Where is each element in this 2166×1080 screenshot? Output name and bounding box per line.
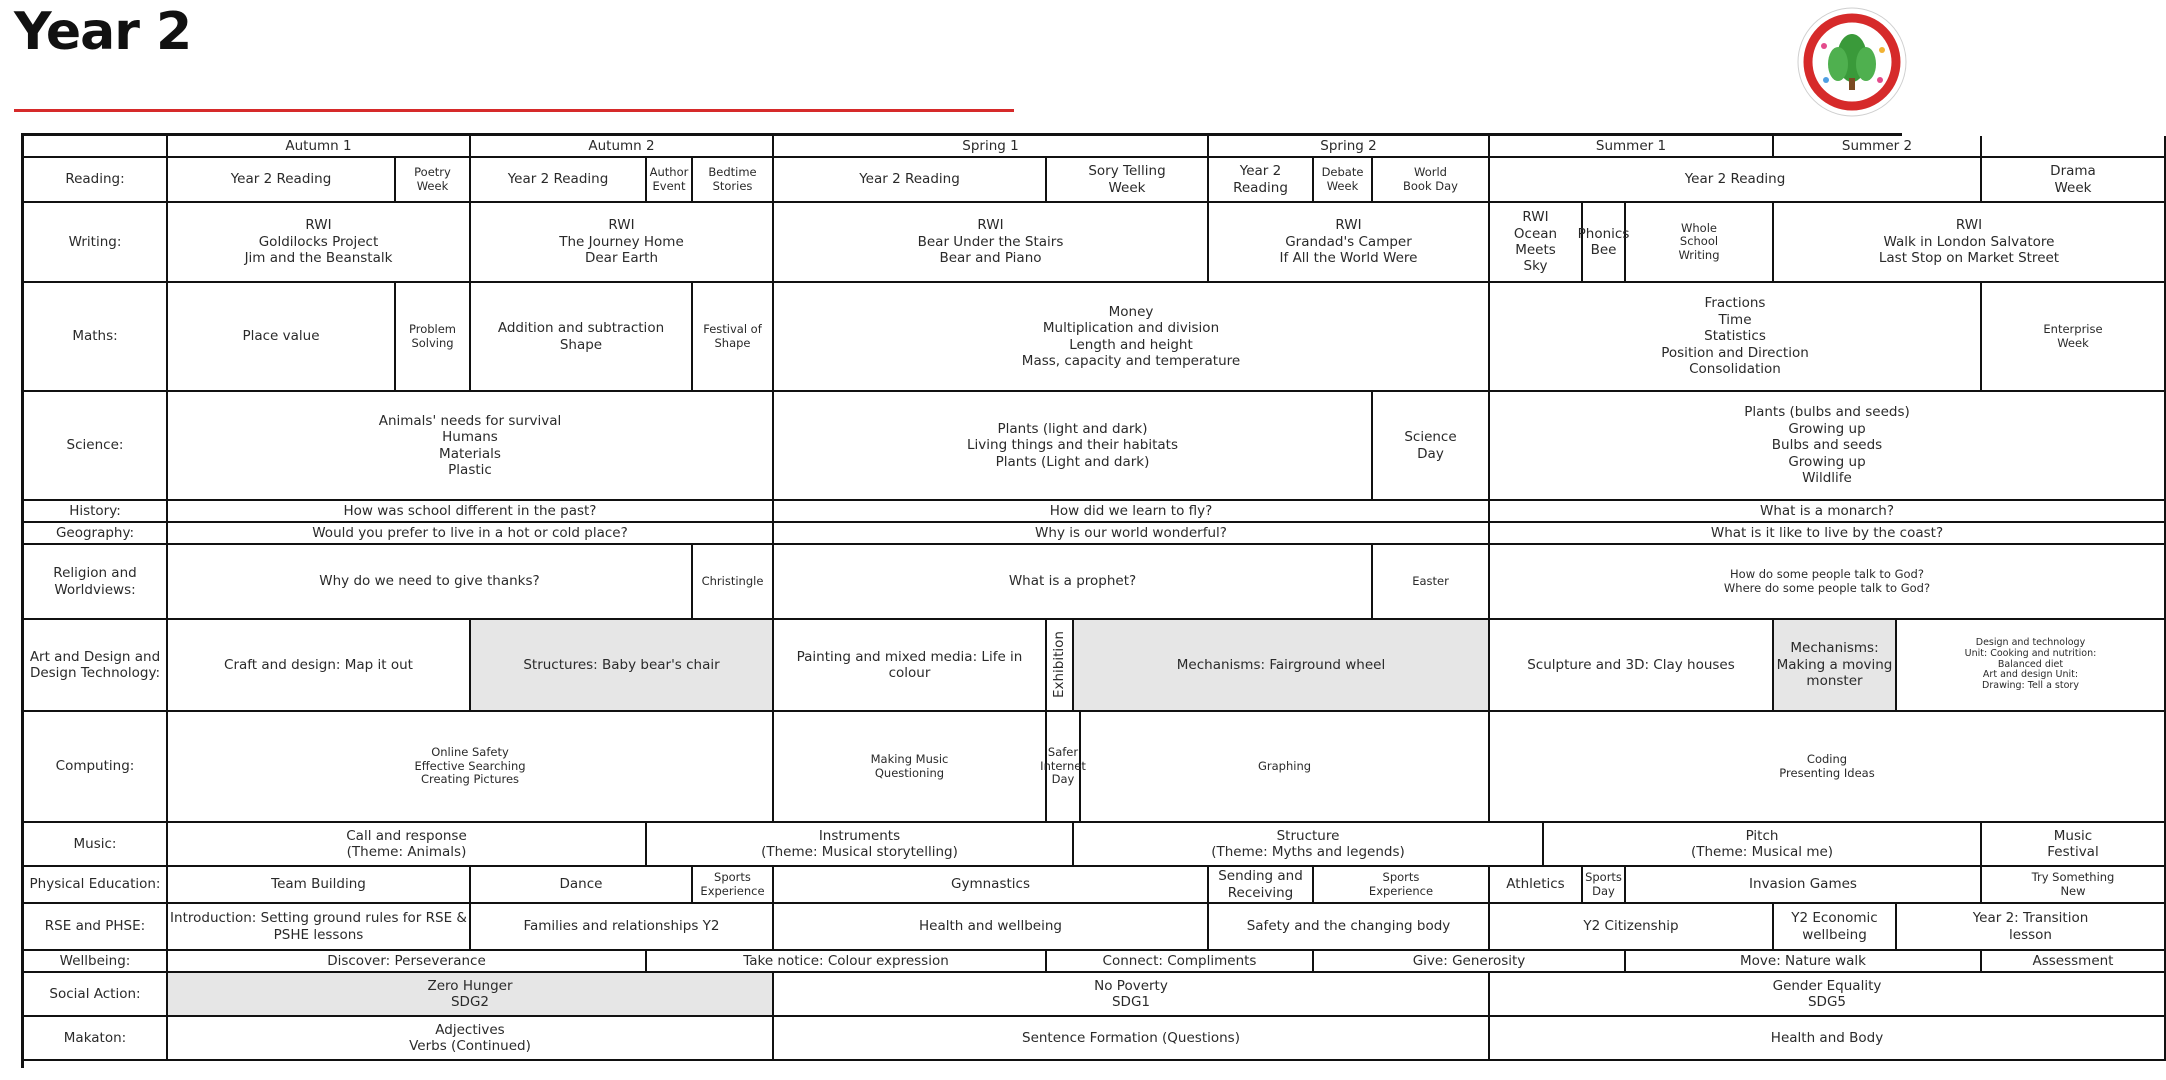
- table-cell: Christingle: [693, 545, 774, 620]
- table-cell: What is it like to live by the coast?: [1490, 523, 2166, 545]
- table-cell: Why do we need to give thanks?: [168, 545, 693, 620]
- table-cell: Try Something New: [1982, 867, 2166, 904]
- table-cell: Give: Generosity: [1314, 951, 1626, 973]
- table-cell: Animals' needs for survival Humans Materials Plastic: [168, 392, 774, 501]
- school-logo: [1796, 6, 1908, 118]
- term-header: Spring 1: [774, 136, 1209, 158]
- table-cell: Why is our world wonderful?: [774, 523, 1490, 545]
- table-cell: Making Music Questioning: [774, 712, 1047, 823]
- table-cell: How do some people talk to God? Where do some people talk to God?: [1490, 545, 2166, 620]
- table-cell: Team Building: [168, 867, 471, 904]
- table-cell: Fractions Time Statistics Position and Direction Consolidation: [1490, 283, 1982, 392]
- row-label: Social Action:: [24, 973, 168, 1017]
- row-label: RSE and PHSE:: [24, 904, 168, 951]
- table-cell: Sports Experience: [693, 867, 774, 904]
- table-cell: Sentence Formation (Questions): [774, 1017, 1490, 1061]
- table-cell: Call and response (Theme: Animals): [168, 823, 647, 867]
- table-cell: [1047, 620, 1074, 712]
- page-title: Year 2: [14, 2, 192, 62]
- row-label: Writing:: [24, 203, 168, 283]
- table-cell: Drama Week: [1982, 158, 2166, 203]
- table-cell: Zero Hunger SDG2: [168, 973, 774, 1017]
- table-cell: Athletics: [1490, 867, 1583, 904]
- table-cell: No Poverty SDG1: [774, 973, 1490, 1017]
- row-label: Computing:: [24, 712, 168, 823]
- table-cell: Easter: [1373, 545, 1490, 620]
- table-cell: World Book Day: [1373, 158, 1490, 203]
- table-cell: Mechanisms: Fairground wheel: [1074, 620, 1490, 712]
- table-cell: Y2 Economic wellbeing: [1774, 904, 1897, 951]
- table-cell: Structure (Theme: Myths and legends): [1074, 823, 1544, 867]
- table-cell: Invasion Games: [1626, 867, 1982, 904]
- table-cell: Would you prefer to live in a hot or cold place?: [168, 523, 774, 545]
- table-cell: Sports Day: [1583, 867, 1626, 904]
- title-underline: [14, 109, 1014, 112]
- table-cell: Year 2 Reading: [774, 158, 1047, 203]
- table-cell: Year 2 Reading: [1490, 158, 1982, 203]
- table-cell: Families and relationships Y2: [471, 904, 774, 951]
- table-cell: Online Safety Effective Searching Creating Pictures: [168, 712, 774, 823]
- table-cell: How did we learn to fly?: [774, 501, 1490, 523]
- term-header: Summer 1: [1490, 136, 1774, 158]
- table-cell: Health and wellbeing: [774, 904, 1209, 951]
- exhibition-label: Exhibition: [1051, 631, 1068, 699]
- table-cell: Plants (light and dark) Living things and their habitats Plants (Light and dark): [774, 392, 1373, 501]
- row-label: Science:: [24, 392, 168, 501]
- table-cell: Money Multiplication and division Length and height Mass, capacity and temperature: [774, 283, 1490, 392]
- table-cell: Sending and Receiving: [1209, 867, 1314, 904]
- table-cell: Science Day: [1373, 392, 1490, 501]
- curriculum-grid: [21, 133, 2115, 1068]
- term-header: Summer 2: [1774, 136, 1982, 158]
- table-cell: Structures: Baby bear's chair: [471, 620, 774, 712]
- row-label: Religion and Worldviews:: [24, 545, 168, 620]
- table-cell: Connect: Compliments: [1047, 951, 1314, 973]
- term-header: Autumn 1: [168, 136, 471, 158]
- table-cell: Sory Telling Week: [1047, 158, 1209, 203]
- table-cell: Author Event: [647, 158, 693, 203]
- table-cell: What is a monarch?: [1490, 501, 2166, 523]
- table-cell: What is a prophet?: [774, 545, 1373, 620]
- table-cell: Assessment: [1982, 951, 2166, 973]
- table-cell: Enterprise Week: [1982, 283, 2166, 392]
- table-cell: Bedtime Stories: [693, 158, 774, 203]
- table-cell: Safety and the changing body: [1209, 904, 1490, 951]
- table-cell: Year 2 Reading: [471, 158, 647, 203]
- table-cell: Safer Internet Day: [1047, 712, 1081, 823]
- table-cell: How was school different in the past?: [168, 501, 774, 523]
- table-cell: Year 2 Reading: [1209, 158, 1314, 203]
- table-cell: Adjectives Verbs (Continued): [168, 1017, 774, 1061]
- term-header: Spring 2: [1209, 136, 1490, 158]
- row-label: Music:: [24, 823, 168, 867]
- row-label: Wellbeing:: [24, 951, 168, 973]
- table-cell: Graphing: [1081, 712, 1490, 823]
- table-cell: Gymnastics: [774, 867, 1209, 904]
- table-cell: Addition and subtraction Shape: [471, 283, 693, 392]
- header-corner: [24, 136, 168, 158]
- table-cell: RWI Grandad's Camper If All the World Were: [1209, 203, 1490, 283]
- table-cell: Debate Week: [1314, 158, 1373, 203]
- table-cell: Y2 Citizenship: [1490, 904, 1774, 951]
- row-label: Maths:: [24, 283, 168, 392]
- table-cell: Poetry Week: [396, 158, 471, 203]
- row-label: Makaton:: [24, 1017, 168, 1061]
- table-cell: Sculpture and 3D: Clay houses: [1490, 620, 1774, 712]
- row-label: Geography:: [24, 523, 168, 545]
- table-cell: Gender Equality SDG5: [1490, 973, 2166, 1017]
- table-cell: Place value: [168, 283, 396, 392]
- table-cell: Instruments (Theme: Musical storytelling): [647, 823, 1074, 867]
- table-cell: Mechanisms: Making a moving monster: [1774, 620, 1897, 712]
- row-label: Art and Design and Design Technology:: [24, 620, 168, 712]
- table-cell: Plants (bulbs and seeds) Growing up Bulbs and seeds Growing up Wildlife: [1490, 392, 2166, 501]
- table-cell: RWI Bear Under the Stairs Bear and Piano: [774, 203, 1209, 283]
- table-cell: Dance: [471, 867, 693, 904]
- table-cell: Painting and mixed media: Life in colour: [774, 620, 1047, 712]
- term-header: Autumn 2: [471, 136, 774, 158]
- table-cell: Festival of Shape: [693, 283, 774, 392]
- table-cell: RWI Walk in London Salvatore Last Stop on Market Street: [1774, 203, 2166, 283]
- table-cell: RWI The Journey Home Dear Earth: [471, 203, 774, 283]
- table-cell: Whole School Writing: [1626, 203, 1774, 283]
- table-cell: Music Festival: [1982, 823, 2166, 867]
- table-cell: Take notice: Colour expression: [647, 951, 1047, 973]
- header-blank: [1982, 136, 2166, 158]
- table-cell: Health and Body: [1490, 1017, 2166, 1061]
- table-cell: RWI Goldilocks Project Jim and the Beanstalk: [168, 203, 471, 283]
- table-cell: Design and technology Unit: Cooking and nutrition: Balanced diet Art and design Unit: Drawing: Tell a story: [1897, 620, 2166, 712]
- table-cell: Problem Solving: [396, 283, 471, 392]
- table-cell: Phonics Bee: [1583, 203, 1626, 283]
- table-cell: RWI Ocean Meets Sky: [1490, 203, 1583, 283]
- row-label: History:: [24, 501, 168, 523]
- table-cell: Craft and design: Map it out: [168, 620, 471, 712]
- table-cell: Year 2 Reading: [168, 158, 396, 203]
- table-cell: Introduction: Setting ground rules for RSE & PSHE lessons: [168, 904, 471, 951]
- table-cell: Move: Nature walk: [1626, 951, 1982, 973]
- table-cell: Pitch (Theme: Musical me): [1544, 823, 1982, 867]
- row-label: Physical Education:: [24, 867, 168, 904]
- table-cell: Sports Experience: [1314, 867, 1490, 904]
- table-cell: Discover: Perseverance: [168, 951, 647, 973]
- table-cell: Coding Presenting Ideas: [1490, 712, 2166, 823]
- row-label: Reading:: [24, 158, 168, 203]
- table-cell: Year 2: Transition lesson: [1897, 904, 2166, 951]
